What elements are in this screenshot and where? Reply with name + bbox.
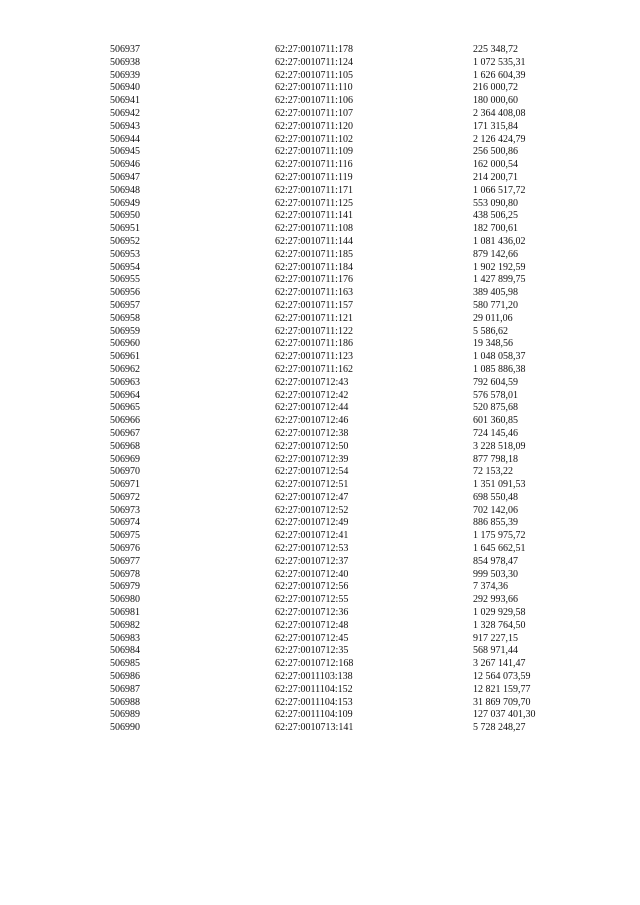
value-cell: 879 142,66 [473, 248, 518, 260]
cadastral-number-cell: 62:27:0010711:176 [275, 274, 353, 286]
row-id-cell: 506978 [110, 568, 140, 580]
cadastral-number-cell: 62:27:0010711:141 [275, 210, 353, 222]
cadastral-number-cell: 62:27:0010712:51 [275, 479, 349, 491]
cadastral-number-cell: 62:27:0010711:124 [275, 56, 353, 68]
value-cell: 724 145,46 [473, 427, 518, 439]
row-id-cell: 506954 [110, 261, 140, 273]
cadastral-number-cell: 62:27:0010712:46 [275, 415, 349, 427]
row-id-cell: 506950 [110, 210, 140, 222]
cadastral-number-cell: 62:27:0010711:116 [275, 159, 353, 171]
table-row [110, 466, 590, 479]
table-row [110, 44, 590, 57]
value-cell: 2 126 424,79 [473, 133, 526, 145]
row-id-cell: 506975 [110, 530, 140, 542]
table-row [110, 402, 590, 415]
value-cell: 917 227,15 [473, 632, 518, 644]
row-id-cell: 506953 [110, 248, 140, 260]
value-cell: 1 351 091,53 [473, 479, 526, 491]
table-row [110, 300, 590, 313]
value-cell: 1 085 886,38 [473, 363, 526, 375]
table-row [110, 57, 590, 70]
cadastral-number-cell: 62:27:0010711:178 [275, 44, 353, 55]
cadastral-number-cell: 62:27:0010711:110 [275, 82, 353, 94]
row-id-cell: 506960 [110, 338, 140, 350]
value-cell: 568 971,44 [473, 645, 518, 657]
cadastral-number-cell: 62:27:0010711:121 [275, 312, 353, 324]
value-cell: 72 153,22 [473, 466, 513, 478]
cadastral-number-cell: 62:27:0010711:184 [275, 261, 353, 273]
cadastral-number-cell: 62:27:0010712:49 [275, 517, 349, 529]
cadastral-number-cell: 62:27:0010711:119 [275, 171, 353, 183]
table-row [110, 415, 590, 428]
value-cell: 1 626 604,39 [473, 69, 526, 81]
table-row [110, 633, 590, 646]
row-id-cell: 506972 [110, 491, 140, 503]
row-id-cell: 506967 [110, 427, 140, 439]
cadastral-number-cell: 62:27:0010712:53 [275, 543, 349, 555]
table-row [110, 492, 590, 505]
row-id-cell: 506965 [110, 402, 140, 414]
cadastral-number-cell: 62:27:0010711:186 [275, 338, 353, 350]
cadastral-number-cell: 62:27:0011104:152 [275, 683, 353, 695]
row-id-cell: 506981 [110, 607, 140, 619]
data-table [110, 44, 590, 735]
table-row [110, 517, 590, 530]
value-cell: 1 072 535,31 [473, 56, 526, 68]
table-row [110, 697, 590, 710]
row-id-cell: 506943 [110, 120, 140, 132]
table-row [110, 326, 590, 339]
table-row [110, 185, 590, 198]
value-cell: 1 048 058,37 [473, 351, 526, 363]
cadastral-number-cell: 62:27:0010711:106 [275, 95, 353, 107]
row-id-cell: 506945 [110, 146, 140, 158]
row-id-cell: 506947 [110, 171, 140, 183]
row-id-cell: 506957 [110, 299, 140, 311]
cadastral-number-cell: 62:27:0010711:105 [275, 69, 353, 81]
table-row [110, 479, 590, 492]
row-id-cell: 506969 [110, 453, 140, 465]
value-cell: 29 011,06 [473, 312, 513, 324]
value-cell: 12 821 159,77 [473, 683, 531, 695]
cadastral-number-cell: 62:27:0010711:163 [275, 287, 353, 299]
cadastral-number-cell: 62:27:0010712:50 [275, 440, 349, 452]
value-cell: 999 503,30 [473, 568, 518, 580]
value-cell: 1 427 899,75 [473, 274, 526, 286]
value-cell: 1 066 517,72 [473, 184, 526, 196]
table-row [110, 594, 590, 607]
table-row [110, 351, 590, 364]
table-row [110, 121, 590, 134]
value-cell: 854 978,47 [473, 555, 518, 567]
table-row [110, 146, 590, 159]
cadastral-number-cell: 62:27:0010713:141 [275, 722, 354, 734]
value-cell: 214 200,71 [473, 171, 518, 183]
row-id-cell: 506977 [110, 555, 140, 567]
row-id-cell: 506952 [110, 235, 140, 247]
value-cell: 225 348,72 [473, 44, 518, 55]
table-row [110, 223, 590, 236]
cadastral-number-cell: 62:27:0010712:48 [275, 619, 349, 631]
cadastral-number-cell: 62:27:0010711:123 [275, 351, 353, 363]
value-cell: 1 175 975,72 [473, 530, 526, 542]
table-row [110, 198, 590, 211]
cadastral-number-cell: 62:27:0010712:168 [275, 658, 354, 670]
value-cell: 1 328 764,50 [473, 619, 526, 631]
value-cell: 438 506,25 [473, 210, 518, 222]
row-id-cell: 506988 [110, 696, 140, 708]
value-cell: 3 228 518,09 [473, 440, 526, 452]
cadastral-number-cell: 62:27:0010712:52 [275, 504, 349, 516]
cadastral-number-cell: 62:27:0010712:47 [275, 491, 349, 503]
row-id-cell: 506971 [110, 479, 140, 491]
value-cell: 1 081 436,02 [473, 235, 526, 247]
row-id-cell: 506973 [110, 504, 140, 516]
value-cell: 7 374,36 [473, 581, 508, 593]
cadastral-number-cell: 62:27:0010711:144 [275, 235, 353, 247]
row-id-cell: 506964 [110, 389, 140, 401]
row-id-cell: 506956 [110, 287, 140, 299]
cadastral-number-cell: 62:27:0010712:54 [275, 466, 349, 478]
row-id-cell: 506955 [110, 274, 140, 286]
cadastral-number-cell: 62:27:0010711:185 [275, 248, 353, 260]
table-row [110, 645, 590, 658]
table-row [110, 658, 590, 671]
value-cell: 1 645 662,51 [473, 543, 526, 555]
table-row [110, 210, 590, 223]
cadastral-number-cell: 62:27:0010712:37 [275, 555, 349, 567]
cadastral-number-cell: 62:27:0010712:44 [275, 402, 349, 414]
row-id-cell: 506966 [110, 415, 140, 427]
value-cell: 292 993,66 [473, 594, 518, 606]
table-row [110, 236, 590, 249]
cadastral-number-cell: 62:27:0010712:56 [275, 581, 349, 593]
value-cell: 171 315,84 [473, 120, 518, 132]
table-row [110, 684, 590, 697]
table-row [110, 159, 590, 172]
table-row [110, 709, 590, 722]
table-row [110, 454, 590, 467]
table-row [110, 505, 590, 518]
value-cell: 216 000,72 [473, 82, 518, 94]
value-cell: 1 902 192,59 [473, 261, 526, 273]
row-id-cell: 506983 [110, 632, 140, 644]
row-id-cell: 506986 [110, 671, 140, 683]
row-id-cell: 506989 [110, 709, 140, 721]
row-id-cell: 506949 [110, 197, 140, 209]
value-cell: 3 267 141,47 [473, 658, 526, 670]
cadastral-number-cell: 62:27:0011104:109 [275, 709, 353, 721]
cadastral-number-cell: 62:27:0010711:157 [275, 299, 353, 311]
row-id-cell: 506961 [110, 351, 140, 363]
value-cell: 576 578,01 [473, 389, 518, 401]
row-id-cell: 506944 [110, 133, 140, 145]
table-row [110, 569, 590, 582]
cadastral-number-cell: 62:27:0010712:39 [275, 453, 349, 465]
row-id-cell: 506962 [110, 363, 140, 375]
row-id-cell: 506937 [110, 44, 140, 55]
value-cell: 5 586,62 [473, 325, 508, 337]
value-cell: 389 405,98 [473, 287, 518, 299]
row-id-cell: 506938 [110, 56, 140, 68]
value-cell: 1 029 929,58 [473, 607, 526, 619]
row-id-cell: 506982 [110, 619, 140, 631]
table-row [110, 428, 590, 441]
table-row [110, 95, 590, 108]
row-id-cell: 506987 [110, 683, 140, 695]
table-row [110, 364, 590, 377]
cadastral-number-cell: 62:27:0010712:42 [275, 389, 349, 401]
value-cell: 127 037 401,30 [473, 709, 536, 721]
table-row [110, 82, 590, 95]
value-cell: 792 604,59 [473, 376, 518, 388]
value-cell: 877 798,18 [473, 453, 518, 465]
table-row [110, 134, 590, 147]
table-row [110, 249, 590, 262]
value-cell: 520 875,68 [473, 402, 518, 414]
cadastral-number-cell: 62:27:0010712:45 [275, 632, 349, 644]
row-id-cell: 506990 [110, 722, 140, 734]
cadastral-number-cell: 62:27:0010711:107 [275, 107, 353, 119]
cadastral-number-cell: 62:27:0010712:55 [275, 594, 349, 606]
row-id-cell: 506980 [110, 594, 140, 606]
table-row [110, 556, 590, 569]
row-id-cell: 506976 [110, 543, 140, 555]
row-id-cell: 506979 [110, 581, 140, 593]
cadastral-number-cell: 62:27:0010711:120 [275, 120, 353, 132]
row-id-cell: 506940 [110, 82, 140, 94]
table-row [110, 671, 590, 684]
value-cell: 31 869 709,70 [473, 696, 531, 708]
table-row [110, 441, 590, 454]
row-id-cell: 506963 [110, 376, 140, 388]
row-id-cell: 506985 [110, 658, 140, 670]
table-row [110, 530, 590, 543]
value-cell: 12 564 073,59 [473, 671, 531, 683]
row-id-cell: 506984 [110, 645, 140, 657]
table-row [110, 313, 590, 326]
cadastral-number-cell: 62:27:0010711:162 [275, 363, 353, 375]
cadastral-number-cell: 62:27:0010711:125 [275, 197, 353, 209]
row-id-cell: 506948 [110, 184, 140, 196]
row-id-cell: 506974 [110, 517, 140, 529]
value-cell: 162 000,54 [473, 159, 518, 171]
value-cell: 580 771,20 [473, 299, 518, 311]
row-id-cell: 506939 [110, 69, 140, 81]
row-id-cell: 506958 [110, 312, 140, 324]
cadastral-number-cell: 62:27:0011104:153 [275, 696, 353, 708]
cadastral-number-cell: 62:27:0010711:102 [275, 133, 353, 145]
value-cell: 2 364 408,08 [473, 107, 526, 119]
value-cell: 5 728 248,27 [473, 722, 526, 734]
table-row [110, 620, 590, 633]
row-id-cell: 506951 [110, 223, 140, 235]
row-id-cell: 506970 [110, 466, 140, 478]
table-row [110, 377, 590, 390]
value-cell: 698 550,48 [473, 491, 518, 503]
value-cell: 886 855,39 [473, 517, 518, 529]
cadastral-number-cell: 62:27:0011103:138 [275, 671, 353, 683]
table-row [110, 722, 590, 735]
table-row [110, 108, 590, 121]
table-row [110, 274, 590, 287]
row-id-cell: 506941 [110, 95, 140, 107]
value-cell: 180 000,60 [473, 95, 518, 107]
table-row [110, 543, 590, 556]
cadastral-number-cell: 62:27:0010712:41 [275, 530, 349, 542]
table-row [110, 287, 590, 300]
cadastral-number-cell: 62:27:0010712:43 [275, 376, 349, 388]
cadastral-number-cell: 62:27:0010711:122 [275, 325, 353, 337]
value-cell: 182 700,61 [473, 223, 518, 235]
cadastral-number-cell: 62:27:0010711:171 [275, 184, 353, 196]
row-id-cell: 506942 [110, 107, 140, 119]
cadastral-number-cell: 62:27:0010711:108 [275, 223, 353, 235]
value-cell: 19 348,56 [473, 338, 513, 350]
table-row [110, 70, 590, 83]
row-id-cell: 506959 [110, 325, 140, 337]
value-cell: 553 090,80 [473, 197, 518, 209]
table-row [110, 172, 590, 185]
value-cell: 256 500,86 [473, 146, 518, 158]
cadastral-number-cell: 62:27:0010711:109 [275, 146, 353, 158]
cadastral-number-cell: 62:27:0010712:35 [275, 645, 349, 657]
cadastral-number-cell: 62:27:0010712:38 [275, 427, 349, 439]
row-id-cell: 506968 [110, 440, 140, 452]
cadastral-number-cell: 62:27:0010712:36 [275, 607, 349, 619]
table-row [110, 390, 590, 403]
value-cell: 601 360,85 [473, 415, 518, 427]
cadastral-number-cell: 62:27:0010712:40 [275, 568, 349, 580]
value-cell: 702 142,06 [473, 504, 518, 516]
row-id-cell: 506946 [110, 159, 140, 171]
table-row [110, 581, 590, 594]
table-row [110, 338, 590, 351]
table-row [110, 607, 590, 620]
table-row [110, 262, 590, 275]
